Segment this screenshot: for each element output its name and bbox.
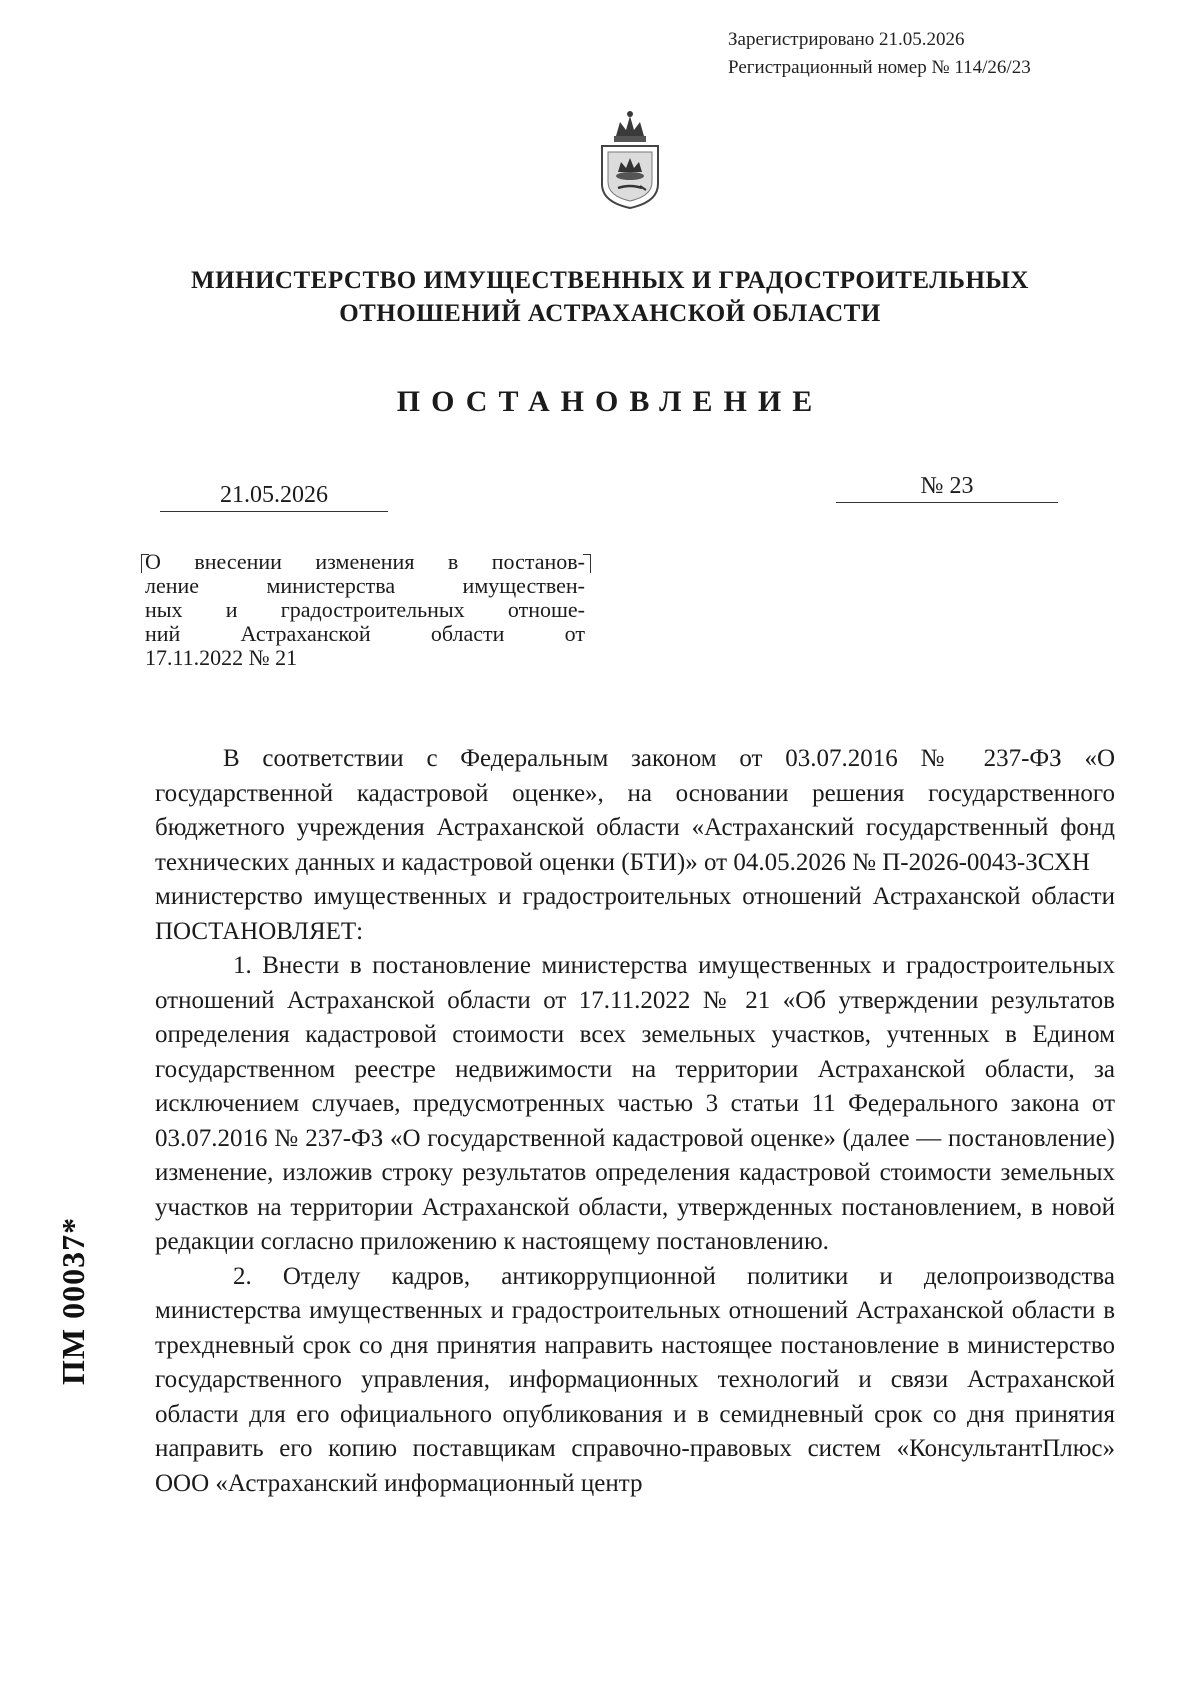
registration-number: Регистрационный номер № 114/26/23 bbox=[728, 57, 1031, 78]
document-body bbox=[155, 742, 1115, 1501]
subject-line: ний Астраханской области от bbox=[145, 621, 585, 646]
ministry-line-2: ОТНОШЕНИЙ АСТРАХАНСКОЙ ОБЛАСТИ bbox=[339, 300, 881, 327]
document-type: ПОСТАНОВЛЕНИЕ bbox=[396, 385, 824, 418]
registration-date: Зарегистрировано 21.05.2026 bbox=[728, 29, 965, 50]
item-1-paragraph: 1. Внести в постановление министерства имущественных и градостроительных отношений Астраханской области от 17.11.2022 № 21 «Об утверждении результатов определения кадастровой стоимости всех земельных участков, учтенных в Едином государственном реестре недвижимости на территории Астраханской области, за исключением случаев, предусмотренных частью 3 статьи 11 Федерального закона от 03.07.2016 № 237-ФЗ «О государственной кадастровой оценке» (далее — постановление) изменение, изложив строку результатов определения кадастровой стоимости земельных участков на территории Астраханской области, утвержденных постановлением, в новой редакции согласно приложению к настоящему постановлению. bbox=[155, 952, 1115, 1255]
ministry-line-1: МИНИСТЕРСТВО ИМУЩЕСТВЕННЫХ И ГРАДОСТРОИТЕЛЬНЫХ bbox=[190, 267, 1029, 294]
item-2-paragraph: 2. Отделу кадров, антикоррупционной политики и делопроизводства министерства имущественных и градостроительных отношений Астраханской области в трехдневный срок со дня принятия направить настоящее постановление в министерство государственного управления, информационных технологий и связи Астраханской области для его официального опубликования и в семидневный срок со дня принятия направить его копию поставщикам справочно-правовых систем «КонсультантПлюс» ООО «Астраханский информационный центр bbox=[155, 1262, 1115, 1497]
document-date: 21.05.2026 bbox=[160, 482, 388, 512]
preamble-paragraph: В соответствии с Федеральным законом от 03.07.2016 № 237-ФЗ «О государственной кадастровой оценке», на основании решения государственного бюджетного учреждения Астраханской области «Астраханский государственный фонд технических данных и кадастровой оценки (БТИ)» от 04.05.2026 № П-2026-0043-ЗСХН bbox=[155, 745, 1115, 876]
document-number: № 23 bbox=[836, 473, 1058, 503]
subject-line: ление министерства имуществен- bbox=[145, 573, 585, 598]
registration-block bbox=[728, 26, 1031, 82]
coat-of-arms-icon bbox=[596, 106, 664, 210]
side-stamp: ПМ 00037* bbox=[55, 1216, 91, 1385]
subject-line: О внесении изменения в постанов- bbox=[145, 549, 585, 574]
ministry-name bbox=[150, 264, 1070, 330]
subject-line: 17.11.2022 № 21 bbox=[145, 645, 298, 670]
corner-bracket-left bbox=[141, 554, 149, 573]
decree-paragraph: министерство имущественных и градостроительных отношений Астраханской области ПОСТАНОВЛЯЕТ: bbox=[155, 883, 1115, 945]
subject-line: ных и градостроительных отноше- bbox=[145, 597, 585, 622]
subject-block bbox=[145, 550, 585, 670]
corner-bracket-right bbox=[583, 554, 591, 573]
